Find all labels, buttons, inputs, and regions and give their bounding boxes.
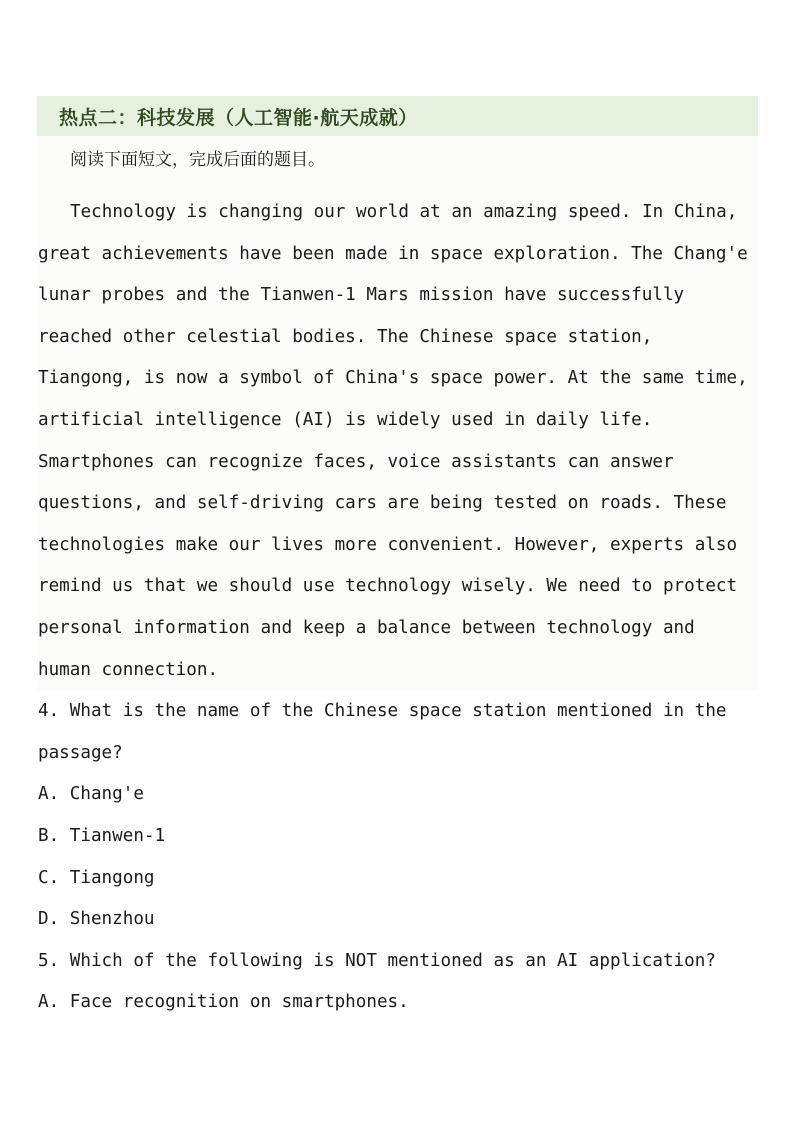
section-header [37,96,758,136]
passage-line: reached other celestial bodies. The Chinese space station, [38,327,653,347]
question-4-text: passage? [38,743,123,763]
question-5-text: 5. Which of the following is NOT mentioned as an AI application? [38,951,716,971]
passage-line: great achievements have been made in space exploration. The Chang'e [38,244,748,264]
question-4-text: 4. What is the name of the Chinese space station mentioned in the [38,701,727,721]
passage-line: Tiangong, is now a symbol of China's space power. At the same time, [38,368,748,388]
passage-line: Technology is changing our world at an amazing speed. In China, [70,202,738,222]
section-title: 热点二：科技发展（人工智能·航天成就） [59,106,418,129]
question-4-option-b: B. Tianwen-1 [38,826,166,846]
reading-instruction: 阅读下面短文，完成后面的题目。 [70,150,325,170]
question-4-option-c: C. Tiangong [38,868,155,888]
question-5-option-a: A. Face recognition on smartphones. [38,992,409,1012]
question-4-option-d: D. Shenzhou [38,909,155,929]
passage-line: human connection. [38,660,219,680]
passage-line: remind us that we should use technology wisely. We need to protect [38,576,738,596]
passage-line: Smartphones can recognize faces, voice assistants can answer [38,452,674,472]
passage-line: artificial intelligence (AI) is widely used in daily life. [38,410,653,430]
passage-line: lunar probes and the Tianwen-1 Mars mission have successfully [38,285,685,305]
passage-line: technologies make our lives more convenient. However, experts also [38,535,738,555]
passage-line: questions, and self-driving cars are being tested on roads. These [38,493,727,513]
question-4-option-a: A. Chang'e [38,784,144,804]
passage-line: personal information and keep a balance between technology and [38,618,695,638]
